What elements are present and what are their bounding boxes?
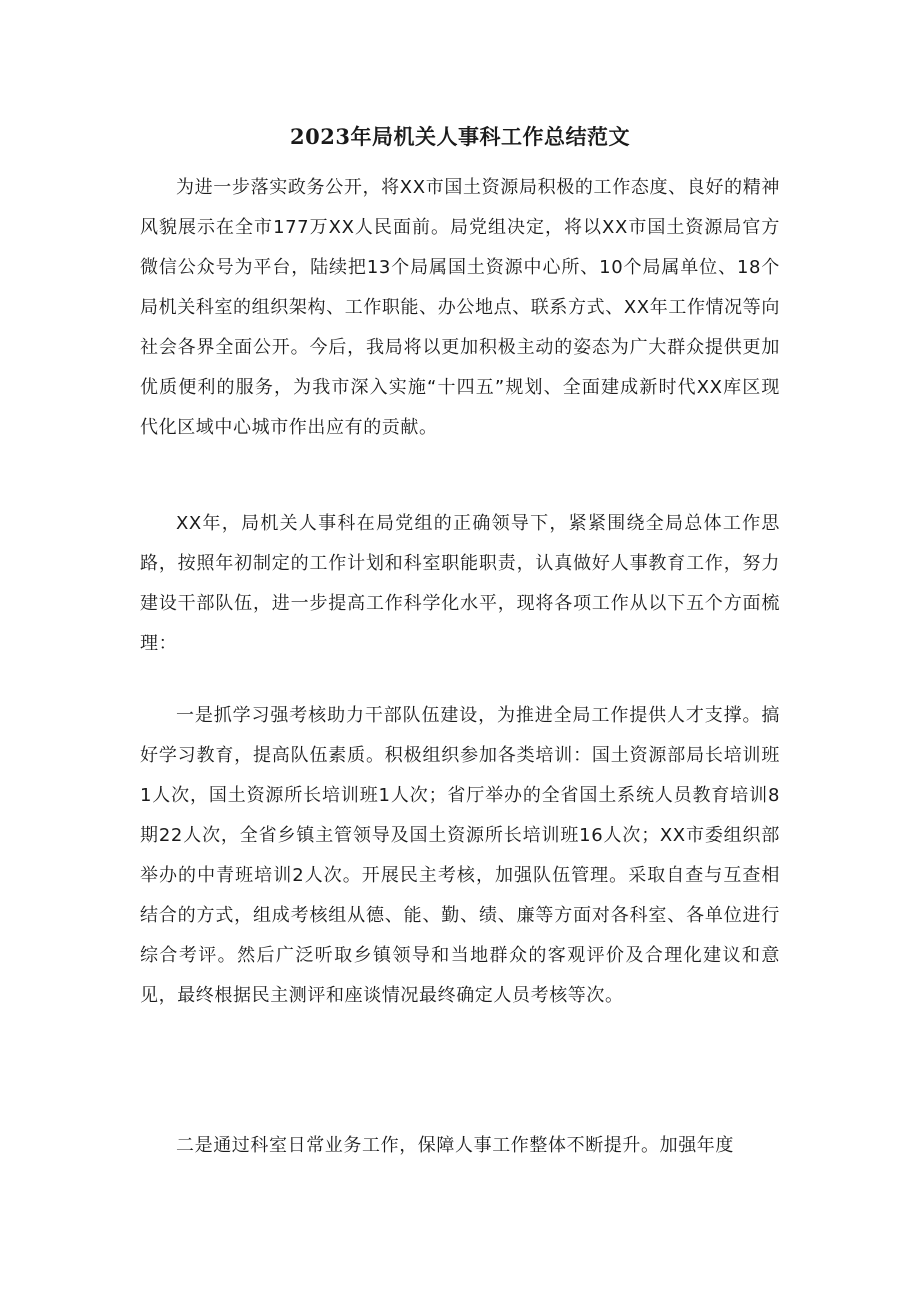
paragraph-point-one: 一是抓学习强考核助力干部队伍建设，为推进全局工作提供人才支撑。搞好学习教育，提高队伍素质。积极组织参加各类培训：国土资源部局长培训班1人次，国土资源所长培训班1人次；省厅举办的全省国土系统人员教育培训8期22人次，全省乡镇主管领导及国土资源所长培训班16人次；XX市委组织部举办的中青班培训2人次。开展民主考核，加强队伍管理。采取自查与互查相结合的方式，组成考核组从德、能、勤、绩、廉等方面对各科室、各单位进行综合考评。然后广泛听取乡镇领导和当地群众的客观评价及合理化建议和意见，最终根据民主测评和座谈情况最终确定人员考核等次。	[140, 705, 780, 1006]
paragraph-point-two: 二是通过科室日常业务工作，保障人事工作整体不断提升。加强年度	[176, 1135, 734, 1156]
document-body-3	[140, 696, 780, 1016]
document-body	[140, 168, 780, 448]
paragraph-intro: 为进一步落实政务公开，将XX市国土资源局积极的工作态度、良好的精神风貌展示在全市177万XX人民面前。局党组决定，将以XX市国土资源局官方微信公众号为平台，陆续把13个局属国土资源中心所、10个局属单位、18个局机关科室的组织架构、工作职能、办公地点、联系方式、XX年工作情况等向社会各界全面公开。今后，我局将以更加积极主动的姿态为广大群众提供更加优质便利的服务，为我市深入实施“十四五”规划、全面建成新时代XX库区现代化区域中心城市作出应有的贡献。	[140, 177, 780, 438]
document-body-2	[140, 504, 780, 664]
document-title: 2023年局机关人事科工作总结范文	[290, 124, 630, 149]
document-body-4	[140, 1126, 780, 1166]
paragraph-overview: XX年，局机关人事科在局党组的正确领导下，紧紧围绕全局总体工作思路，按照年初制定的工作计划和科室职能职责，认真做好人事教育工作，努力建设干部队伍，进一步提高工作科学化水平，现将各项工作从以下五个方面梳理：	[140, 513, 780, 654]
